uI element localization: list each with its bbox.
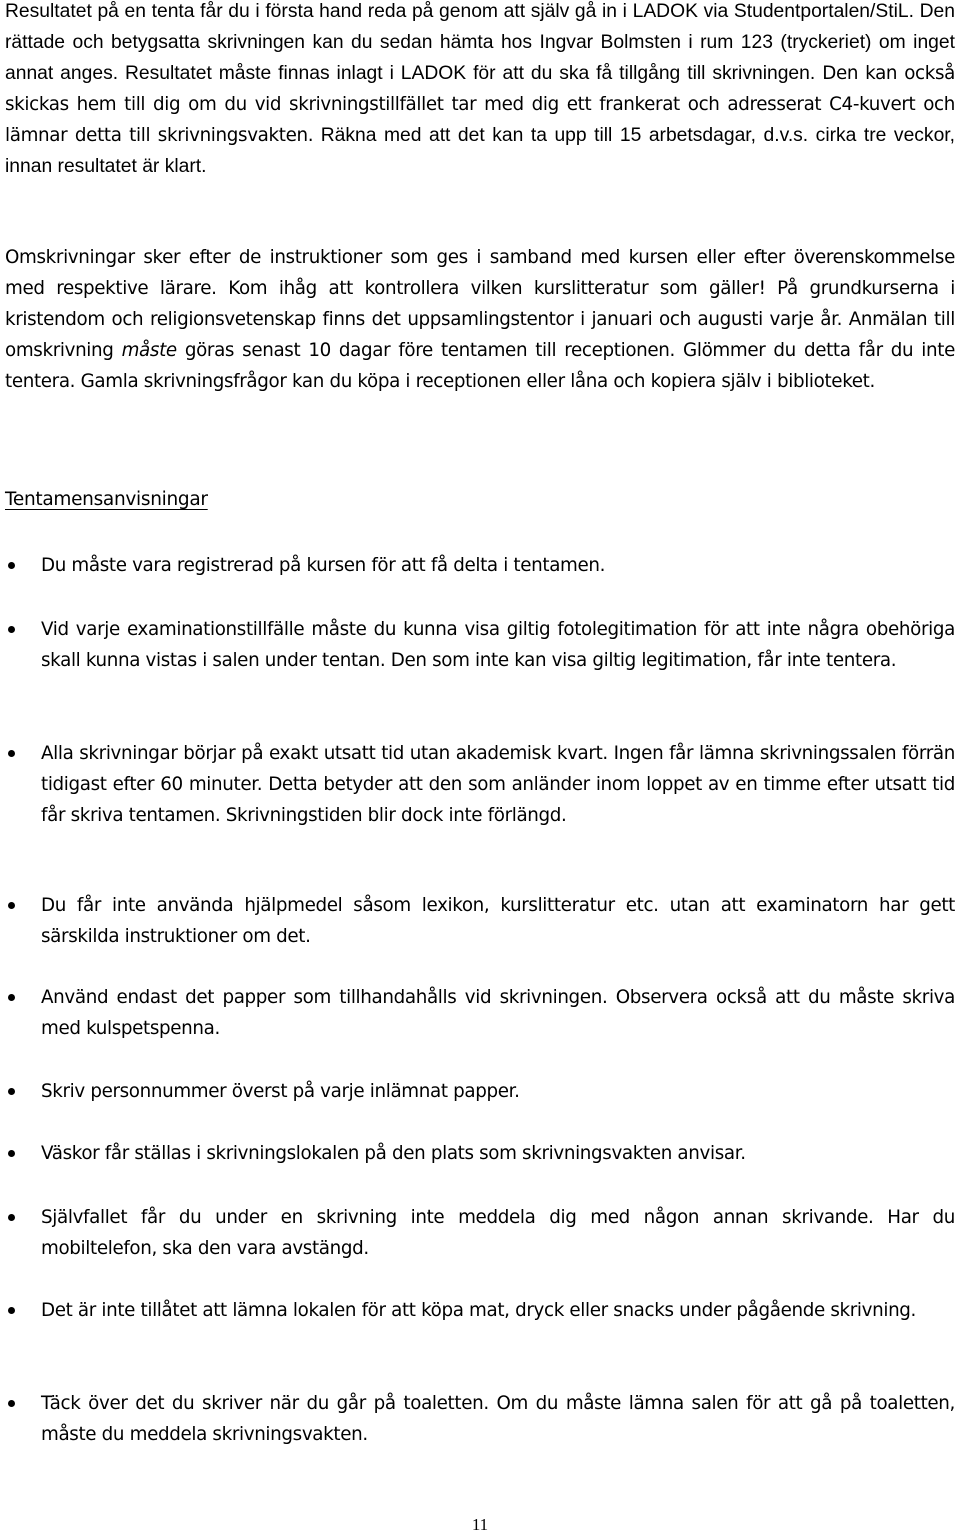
list-item-text: Självfallet får du under en skrivning inte meddela dig med någon annan skrivande. Har du mobiltelefon, ska den vara avstängd. [41,1207,955,1259]
results-text-part-1: Resultatet på en tenta får du i första hand reda på genom att själv gå in i LADOK via Studentportalen/StiL. Den rättade och betygsatta skrivningen kan du sedan hämta hos Ingvar Bolmsten i rum 123 (tryckeriet) om inget annat anges. Resultatet måste finnas inlagt i LADOK för att du ska få tillgång till skrivningen. [5,1,955,84]
retakes-emphasis: måste [121,340,177,361]
paragraph-retakes [5,242,955,397]
bullet-icon [8,562,15,569]
list-item-text: Du måste vara registrerad på kursen för att få delta i tentamen. [41,555,606,576]
section-heading: Tentamensanvisningar [5,489,208,510]
bullet-icon [8,1150,15,1157]
paragraph-results [5,0,955,182]
list-item-text: Använd endast det papper som tillhandahålls vid skrivningen. Observera också att du måste skriva med kulspetspenna. [41,987,955,1039]
results-text-part-2: Den kan också skickas hem till dig om du vid skrivningstillfället tar med dig ett frankerat och adresserat C4-kuvert och lämnar detta till skrivningsvakten. [5,63,955,146]
list-item-text: Täck över det du skriver när du går på toaletten. Om du måste lämna salen för att gå på toaletten, måste du meddela skrivningsvakten. [41,1393,955,1445]
page-number: 11 [471,1515,489,1534]
bullet-icon [8,1088,15,1095]
list-item-text: Du får inte använda hjälpmedel såsom lexikon, kurslitteratur etc. utan att examinatorn har gett särskilda instruktioner om det. [41,895,955,947]
bullet-icon [8,1214,15,1221]
retakes-text-part-1: Omskrivningar sker efter de instruktioner som ges i samband med kursen eller efter överenskommelse med respektive lärare. Kom ihåg att kontrollera vilken kurslitteratur som gäller! På grundkurserna i kristendom och religionsvetenskap finns det uppsamlingstentor i januari och augusti varje år. Anmälan till omskrivning [5,247,955,361]
bullet-icon [8,902,15,909]
list-item-text: Vid varje examinationstillfälle måste du kunna visa giltig fotolegitimation för att inte några obehöriga skall kunna vistas i salen under tentan. Den som inte kan visa giltig legitimation, får inte tentera. [41,619,955,671]
bullet-icon [8,626,15,633]
list-item-text: Skriv personnummer överst på varje inlämnat papper. [41,1081,520,1102]
bullet-icon [8,750,15,757]
bullet-icon [8,1400,15,1407]
bullet-icon [8,994,15,1001]
list-item-text: Det är inte tillåtet att lämna lokalen för att köpa mat, dryck eller snacks under pågående skrivning. [41,1300,917,1321]
retakes-text-part-2: göras senast 10 dagar före tentamen till receptionen. Glömmer du detta får du inte tentera. Gamla skrivningsfrågor kan du köpa i receptionen eller låna och kopiera själv i biblioteket. [5,340,955,392]
list-item-text: Alla skrivningar börjar på exakt utsatt tid utan akademisk kvart. Ingen får lämna skrivningssalen förrän tidigast efter 60 minuter. Detta betyder att den som anländer inom loppet av en timme efter utsatt tid får skriva tentamen. Skrivningstiden blir dock inte förlängd. [41,743,955,826]
results-text-part-3: Räkna med att det kan ta upp till 15 arbetsdagar, d.v.s. cirka tre veckor, innan resultatet är klart. [5,125,956,177]
bullet-icon [8,1307,15,1314]
list-item-text: Väskor får ställas i skrivningslokalen på den plats som skrivningsvakten anvisar. [41,1143,746,1164]
